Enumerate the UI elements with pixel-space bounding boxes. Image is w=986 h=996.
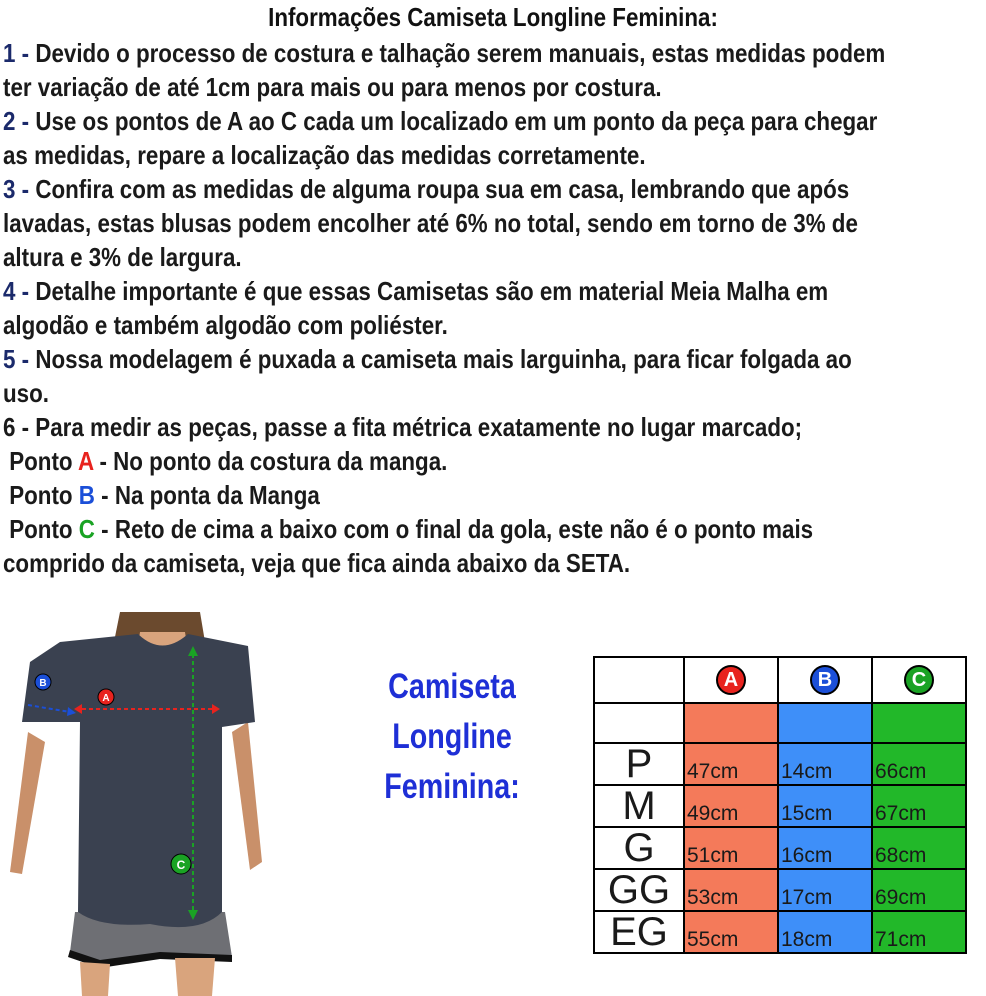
measure-c-cell: 68cm [872, 827, 966, 869]
point-prefix: Ponto [9, 446, 73, 476]
info-line [3, 342, 986, 376]
item-text: as medidas, repare a localização das medidas corretamente. [3, 140, 646, 170]
point-prefix: Ponto [9, 514, 73, 544]
size-cell: M [594, 785, 684, 827]
info-line [3, 138, 986, 172]
header-a-cell [684, 657, 778, 703]
item-number: 2 - [3, 106, 30, 136]
size-cell: EG [594, 911, 684, 953]
point-a-badge-label: A [102, 693, 110, 704]
item-text: Devido o processo de costura e talhação serem manuais, estas medidas podem [35, 38, 886, 68]
table-heading-line1: Camiseta Longline [388, 667, 516, 756]
measure-a-cell: 55cm [684, 911, 778, 953]
table-row [594, 827, 966, 869]
color-band-row [594, 703, 966, 743]
header-empty-cell [594, 657, 684, 703]
point-text: - Na ponta da Manga [101, 480, 320, 510]
info-line [3, 240, 986, 274]
measure-b-cell: 18cm [778, 911, 872, 953]
table-heading [310, 662, 594, 812]
item-text: lavadas, estas blusas podem encolher até 6% no total, sendo em torno de 3% de [3, 208, 858, 238]
measure-b-cell: 14cm [778, 743, 872, 785]
info-line [3, 206, 986, 240]
shirt-photo [0, 612, 275, 996]
point-b-letter: B [78, 480, 95, 510]
table-heading-line2: Feminina: [384, 767, 520, 806]
info-line [3, 274, 986, 308]
item-number: 4 - [3, 276, 30, 306]
measure-c-cell: 69cm [872, 869, 966, 911]
info-line [3, 410, 986, 444]
point-text: - Reto de cima a baixo com o final da gola, este não é o ponto mais [101, 514, 814, 544]
point-text: - No ponto da costura da manga. [99, 446, 448, 476]
point-a-line [3, 444, 986, 478]
info-line [3, 104, 986, 138]
info-line [3, 70, 986, 104]
leg-shape [80, 962, 110, 996]
item-number: 5 - [3, 344, 30, 374]
item-number: 1 - [3, 38, 30, 68]
item-text: Confira com as medidas de alguma roupa sua em casa, lembrando que após [35, 174, 850, 204]
measure-b-cell: 17cm [778, 869, 872, 911]
item-text: 6 - Para medir as peças, passe a fita métrica exatamente no lugar marcado; [3, 412, 803, 442]
info-line [3, 308, 986, 342]
info-list [3, 36, 986, 580]
info-line [3, 36, 986, 70]
size-table [593, 656, 967, 954]
measure-b-cell: 16cm [778, 827, 872, 869]
info-line [3, 376, 986, 410]
point-a-letter: A [77, 446, 94, 476]
leg-shape [175, 958, 215, 996]
item-text: Detalhe importante é que essas Camisetas são em material Meia Malha em [35, 276, 829, 306]
item-text: ter variação de até 1cm para mais ou para menos por costura. [3, 72, 662, 102]
band-empty-cell [594, 703, 684, 743]
point-c-line [3, 512, 986, 546]
header-c-cell [872, 657, 966, 703]
info-line [3, 172, 986, 206]
measure-c-cell: 67cm [872, 785, 966, 827]
size-cell: GG [594, 869, 684, 911]
size-cell: P [594, 743, 684, 785]
measure-c-cell: 71cm [872, 911, 966, 953]
table-header-row [594, 657, 966, 703]
item-text: uso. [3, 378, 49, 408]
item-number: 3 - [3, 174, 30, 204]
table-row [594, 869, 966, 911]
table-row [594, 785, 966, 827]
point-b-line [3, 478, 986, 512]
point-c-letter: C [78, 514, 95, 544]
badge-c: C [904, 665, 934, 695]
measure-c-cell: 66cm [872, 743, 966, 785]
measure-a-cell: 47cm [684, 743, 778, 785]
measure-b-cell: 15cm [778, 785, 872, 827]
item-text: altura e 3% de largura. [3, 242, 242, 272]
measure-a-cell: 49cm [684, 785, 778, 827]
point-prefix: Ponto [9, 480, 73, 510]
point-b-badge-label: B [39, 678, 47, 689]
badge-a: A [716, 665, 746, 695]
table-row [594, 911, 966, 953]
band-b-cell [778, 703, 872, 743]
header-b-cell [778, 657, 872, 703]
measure-a-cell: 51cm [684, 827, 778, 869]
item-text: Use os pontos de A ao C cada um localizado em um ponto da peça para chegar [35, 106, 878, 136]
page-title: Informações Camiseta Longline Feminina: [268, 2, 718, 32]
info-line [3, 546, 986, 580]
table-row [594, 743, 966, 785]
item-text: comprido da camiseta, veja que fica ainda abaixo da SETA. [3, 548, 631, 578]
item-text: algodão e também algodão com poliéster. [3, 310, 448, 340]
band-a-cell [684, 703, 778, 743]
point-c-badge-label: C [176, 858, 186, 872]
badge-b: B [810, 665, 840, 695]
size-cell: G [594, 827, 684, 869]
measure-a-cell: 53cm [684, 869, 778, 911]
band-c-cell [872, 703, 966, 743]
item-text: Nossa modelagem é puxada a camiseta mais larguinha, para ficar folgada ao [35, 344, 852, 374]
